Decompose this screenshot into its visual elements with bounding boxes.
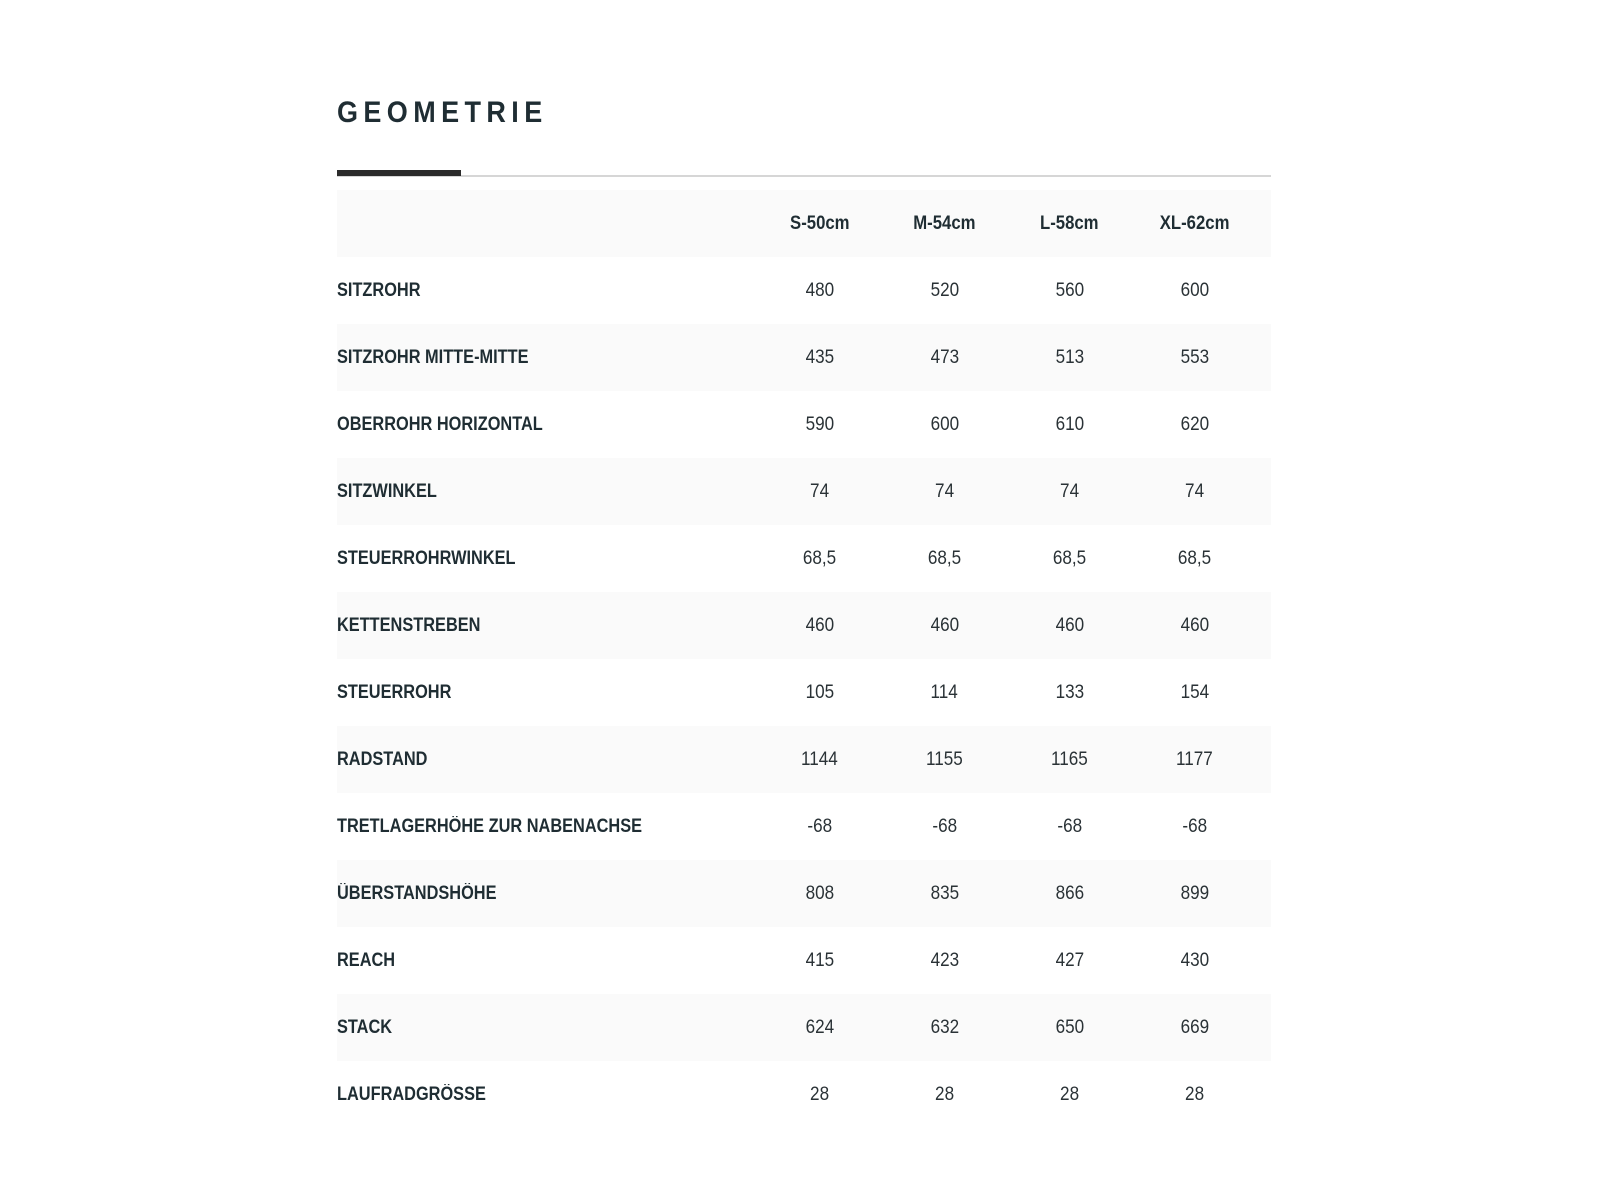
table-cell: 610 (1055, 413, 1084, 435)
table-cell: -68 (807, 815, 832, 837)
table-cell: 473 (930, 346, 959, 368)
table-cell: 460 (1180, 614, 1209, 636)
table-cell: 1155 (926, 748, 963, 770)
title-divider (337, 175, 1271, 177)
table-row (337, 726, 1271, 793)
table-cell: 133 (1055, 681, 1084, 703)
column-header-size: M-54cm (913, 212, 976, 234)
table-cell: 427 (1055, 949, 1084, 971)
table-cell: 74 (934, 480, 955, 502)
table-row (337, 458, 1271, 525)
row-pad (1257, 927, 1271, 994)
table-cell: 600 (1180, 279, 1209, 301)
table-cell: 480 (805, 279, 834, 301)
table-cell: 74 (1059, 480, 1080, 502)
table-cell: 553 (1180, 346, 1209, 368)
table-cell: 624 (805, 1016, 834, 1038)
table-row (337, 793, 1271, 860)
row-label: TRETLAGERHÖHE ZUR NABENACHSE (337, 815, 643, 837)
table-cell: 460 (805, 614, 834, 636)
table-cell: 105 (805, 681, 834, 703)
table-cell: 1144 (801, 748, 838, 770)
row-label: STEUERROHR (337, 681, 452, 703)
column-header-size: XL-62cm (1159, 212, 1230, 234)
table-row (337, 860, 1271, 927)
table-row (337, 659, 1271, 726)
table-cell: 114 (930, 681, 959, 703)
row-pad (1257, 793, 1271, 860)
table-cell: 1165 (1051, 748, 1088, 770)
row-pad (1257, 592, 1271, 659)
table-cell: 600 (930, 413, 959, 435)
section-title: GEOMETRIE (337, 96, 548, 129)
table-cell: 68,5 (802, 547, 837, 569)
table-body (337, 257, 1271, 1128)
table-cell: 28 (1059, 1083, 1080, 1105)
row-label: KETTENSTREBEN (337, 614, 481, 636)
table-cell: 28 (809, 1083, 830, 1105)
row-pad (1257, 994, 1271, 1061)
row-pad (1257, 659, 1271, 726)
table-cell: 650 (1055, 1016, 1084, 1038)
table-cell: -68 (932, 815, 957, 837)
table-cell: 866 (1055, 882, 1084, 904)
table-row (337, 257, 1271, 324)
table-row (337, 324, 1271, 391)
row-label: REACH (337, 949, 396, 971)
title-divider-accent (337, 170, 461, 176)
table-row (337, 592, 1271, 659)
table-cell: -68 (1057, 815, 1082, 837)
table-cell: 435 (805, 346, 834, 368)
table-header-row (337, 190, 1271, 257)
table-cell: 835 (930, 882, 959, 904)
table-row (337, 525, 1271, 592)
table-cell: 513 (1055, 346, 1084, 368)
table-cell: 423 (930, 949, 959, 971)
table-row (337, 391, 1271, 458)
row-label: ÜBERSTANDSHÖHE (337, 882, 497, 904)
table-cell: 808 (805, 882, 834, 904)
row-label: SITZROHR (337, 279, 421, 301)
table-cell: 1177 (1176, 748, 1213, 770)
header-pad (1257, 190, 1271, 257)
table-cell: 415 (805, 949, 834, 971)
table-cell: 74 (809, 480, 830, 502)
geometry-table (337, 190, 1271, 1128)
table-cell: 460 (1055, 614, 1084, 636)
table-cell: 560 (1055, 279, 1084, 301)
table-cell: 460 (930, 614, 959, 636)
table-row (337, 994, 1271, 1061)
table-cell: 68,5 (1052, 547, 1087, 569)
header-label-spacer (337, 190, 757, 257)
column-header-size: L-58cm (1040, 212, 1099, 234)
table-cell: 154 (1180, 681, 1209, 703)
table-cell: -68 (1182, 815, 1207, 837)
table-cell: 632 (930, 1016, 959, 1038)
table-cell: 590 (805, 413, 834, 435)
row-pad (1257, 458, 1271, 525)
table-cell: 68,5 (927, 547, 962, 569)
table-cell: 899 (1180, 882, 1209, 904)
row-label: STACK (337, 1016, 393, 1038)
row-label: SITZROHR MITTE-MITTE (337, 346, 529, 368)
column-header-size: S-50cm (789, 212, 850, 234)
row-pad (1257, 860, 1271, 927)
table-cell: 28 (934, 1083, 955, 1105)
table-cell: 74 (1184, 480, 1205, 502)
row-pad (1257, 391, 1271, 458)
row-label: OBERROHR HORIZONTAL (337, 413, 543, 435)
table-cell: 28 (1184, 1083, 1205, 1105)
table-row (337, 1061, 1271, 1128)
row-label: STEUERROHRWINKEL (337, 547, 516, 569)
row-pad (1257, 1061, 1271, 1128)
table-cell: 620 (1180, 413, 1209, 435)
row-label: SITZWINKEL (337, 480, 437, 502)
row-pad (1257, 257, 1271, 324)
row-label: RADSTAND (337, 748, 428, 770)
table-cell: 68,5 (1177, 547, 1212, 569)
row-pad (1257, 324, 1271, 391)
table-cell: 430 (1180, 949, 1209, 971)
table-cell: 669 (1180, 1016, 1209, 1038)
table-row (337, 927, 1271, 994)
row-pad (1257, 726, 1271, 793)
row-pad (1257, 525, 1271, 592)
table-cell: 520 (930, 279, 959, 301)
row-label: LAUFRADGRÖSSE (337, 1083, 486, 1105)
